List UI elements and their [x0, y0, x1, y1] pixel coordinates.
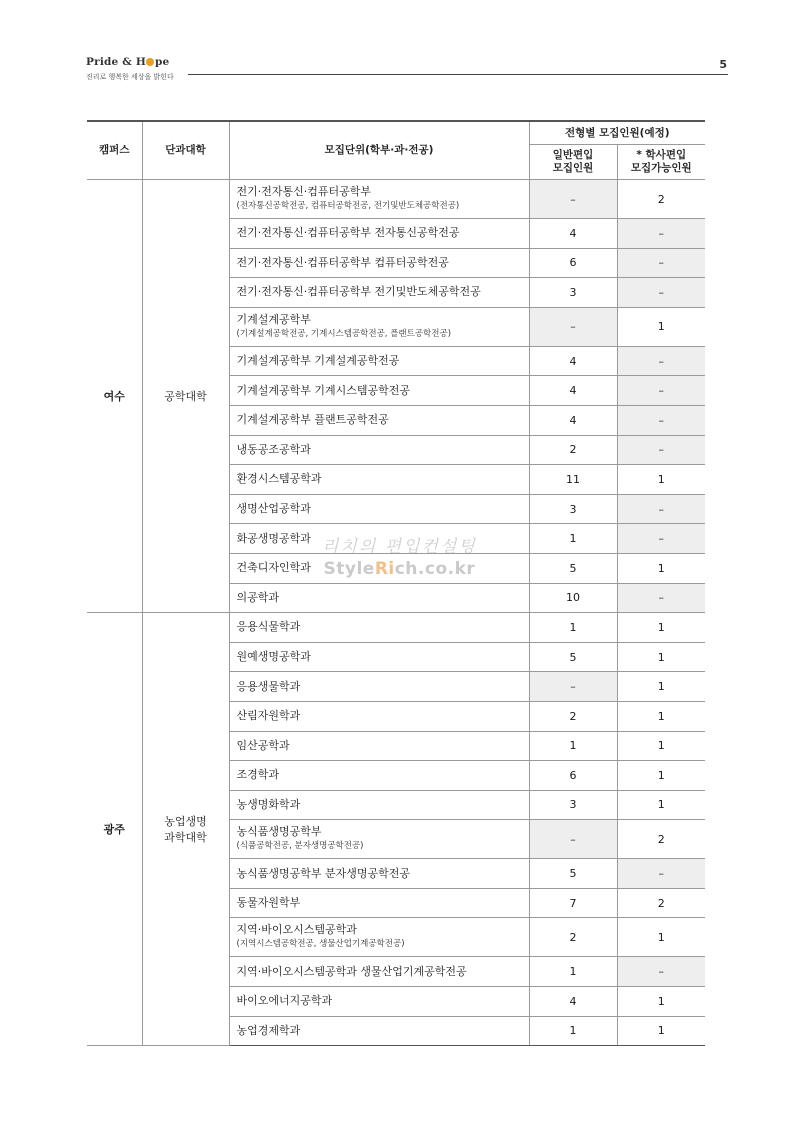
unit-name: 기계설계공학부 플랜트공학전공 — [236, 413, 389, 427]
bachelor-count-cell: – — [617, 957, 705, 987]
unit-name: 전기·전자통신·컴퓨터공학부 컴퓨터공학전공 — [236, 255, 449, 269]
bachelor-count-cell: 1 — [617, 987, 705, 1017]
general-count-cell: 2 — [529, 701, 617, 731]
bachelor-count-cell: 1 — [617, 731, 705, 761]
bachelor-count-cell: – — [617, 346, 705, 376]
unit-name: 생명산업공학과 — [236, 502, 311, 516]
bachelor-count-cell: 1 — [617, 553, 705, 583]
general-count-cell: 1 — [529, 524, 617, 554]
bachelor-count-cell: – — [617, 435, 705, 465]
bachelor-count-cell: – — [617, 524, 705, 554]
unit-cell — [229, 987, 529, 1017]
unit-cell — [229, 180, 529, 219]
table-row — [87, 613, 705, 643]
unit-name: 의공학과 — [236, 590, 280, 604]
header-rule — [188, 74, 728, 75]
bachelor-count-cell: 1 — [617, 761, 705, 791]
general-count-cell: – — [529, 672, 617, 702]
unit-name: 지역·바이오시스템공학과 — [236, 923, 357, 937]
unit-name: 지역·바이오시스템공학과 생물산업기계공학전공 — [236, 964, 467, 978]
unit-name: 산림자원학과 — [236, 709, 301, 723]
bachelor-count-cell: 1 — [617, 918, 705, 957]
unit-cell — [229, 642, 529, 672]
general-count-cell: 3 — [529, 494, 617, 524]
unit-cell — [229, 494, 529, 524]
general-count-cell: 1 — [529, 731, 617, 761]
bachelor-count-cell: – — [617, 583, 705, 613]
unit-cell — [229, 888, 529, 918]
general-count-cell: 5 — [529, 642, 617, 672]
unit-cell — [229, 957, 529, 987]
unit-name: 응용생물학과 — [236, 679, 301, 693]
general-count-cell: 1 — [529, 957, 617, 987]
brand-name: Pride & H pe — [86, 56, 170, 68]
general-count-cell: – — [529, 307, 617, 346]
unit-cell — [229, 701, 529, 731]
unit-name: 냉동공조공학과 — [236, 442, 311, 456]
bachelor-count-cell: 1 — [617, 1016, 705, 1046]
general-count-cell: 5 — [529, 859, 617, 889]
unit-name: 농식품생명공학부 — [236, 825, 322, 839]
unit-name: 임산공학과 — [236, 738, 290, 752]
unit-cell — [229, 790, 529, 820]
unit-name: 전기·전자통신·컴퓨터공학부 전자통신공학전공 — [236, 226, 460, 240]
general-count-cell: – — [529, 180, 617, 219]
bachelor-count-cell: – — [617, 278, 705, 308]
campus-cell: 여수 — [87, 180, 142, 613]
general-count-cell: 2 — [529, 918, 617, 957]
unit-cell — [229, 820, 529, 859]
general-count-cell: 6 — [529, 761, 617, 791]
unit-cell — [229, 278, 529, 308]
bachelor-count-cell: 1 — [617, 613, 705, 643]
unit-cell — [229, 1016, 529, 1046]
unit-name: 농생명화학과 — [236, 797, 301, 811]
unit-name: 원예생명공학과 — [236, 650, 311, 664]
unit-cell — [229, 219, 529, 249]
bachelor-count-cell: 1 — [617, 307, 705, 346]
general-count-cell: 6 — [529, 248, 617, 278]
general-count-cell: 4 — [529, 376, 617, 406]
watermark-text: 리치의 편입컨설팅 — [322, 537, 477, 557]
unit-cell — [229, 918, 529, 957]
unit-cell — [229, 859, 529, 889]
bachelor-count-cell: 2 — [617, 888, 705, 918]
header-bachelor: * 학사편입 모집가능인원 — [617, 145, 705, 180]
unit-cell — [229, 672, 529, 702]
brand-tagline: 진리로 행복한 세상을 밝힌다 — [86, 73, 174, 81]
general-count-cell: 3 — [529, 790, 617, 820]
unit-name: 기계설계공학부 기계설계공학전공 — [236, 354, 400, 368]
recruitment-table — [87, 120, 705, 1046]
unit-cell — [229, 613, 529, 643]
brand-logo — [86, 56, 174, 82]
general-count-cell: 11 — [529, 465, 617, 495]
watermark-url: StyleRich.co.kr — [323, 559, 476, 579]
bachelor-count-cell: – — [617, 405, 705, 435]
unit-majors: (전자통신공학전공, 컴퓨터공학전공, 전기및반도체공학전공) — [236, 201, 460, 211]
general-count-cell: 4 — [529, 405, 617, 435]
bachelor-count-cell: – — [617, 859, 705, 889]
unit-name: 조경학과 — [236, 768, 280, 782]
header-unit: 모집단위(학부·과·전공) — [229, 121, 529, 180]
unit-majors: (기계설계공학전공, 기계시스템공학전공, 플랜트공학전공) — [236, 328, 452, 339]
general-count-cell: 1 — [529, 1016, 617, 1046]
college-cell: 공학대학 — [142, 180, 229, 613]
general-count-cell: 4 — [529, 987, 617, 1017]
bachelor-count-cell: 1 — [617, 465, 705, 495]
unit-name: 건축디자인학과 — [236, 561, 311, 575]
general-count-cell: 4 — [529, 346, 617, 376]
unit-name: 기계설계공학부 — [236, 312, 311, 326]
general-count-cell: 3 — [529, 278, 617, 308]
bachelor-count-cell: 1 — [617, 701, 705, 731]
unit-majors: (식품공학전공, 분자생명공학전공) — [236, 841, 364, 852]
unit-cell — [229, 248, 529, 278]
unit-cell — [229, 761, 529, 791]
unit-name: 바이오에너지공학과 — [236, 994, 333, 1008]
unit-name: 전기·전자통신·컴퓨터공학부 — [236, 185, 372, 198]
bachelor-count-cell: – — [617, 219, 705, 249]
unit-cell — [229, 405, 529, 435]
general-count-cell: 7 — [529, 888, 617, 918]
bachelor-count-cell: 1 — [617, 790, 705, 820]
bachelor-count-cell: 1 — [617, 672, 705, 702]
college-cell: 농업생명 과학대학 — [142, 613, 229, 1046]
unit-name: 동물자원학부 — [236, 896, 301, 910]
bachelor-count-cell: 2 — [617, 820, 705, 859]
unit-name: 응용식물학과 — [236, 620, 301, 634]
general-count-cell: 10 — [529, 583, 617, 613]
bachelor-count-cell: – — [617, 494, 705, 524]
table-body — [87, 180, 705, 1046]
general-count-cell: 4 — [529, 219, 617, 249]
unit-cell — [229, 731, 529, 761]
unit-name: 기계설계공학부 기계시스템공학전공 — [236, 383, 411, 397]
unit-name: 환경시스템공학과 — [236, 472, 322, 486]
unit-majors: (지역시스템공학전공, 생물산업기계공학전공) — [236, 939, 405, 950]
bachelor-count-cell: 1 — [617, 642, 705, 672]
general-count-cell: 5 — [529, 553, 617, 583]
unit-cell — [229, 346, 529, 376]
unit-cell — [229, 465, 529, 495]
general-count-cell: 1 — [529, 613, 617, 643]
unit-cell — [229, 553, 529, 583]
bachelor-count-cell: – — [617, 376, 705, 406]
table-row — [87, 180, 705, 219]
campus-cell: 광주 — [87, 613, 142, 1046]
bachelor-count-cell: – — [617, 248, 705, 278]
unit-cell — [229, 583, 529, 613]
brand-dot-icon — [146, 58, 154, 66]
unit-name: 농업경제학과 — [236, 1023, 301, 1037]
unit-name: 전기·전자통신·컴퓨터공학부 전기및반도체공학전공 — [236, 285, 481, 299]
unit-cell — [229, 376, 529, 406]
header-college: 단과대학 — [142, 121, 229, 180]
unit-cell — [229, 435, 529, 465]
unit-name: 화공생명공학과 — [236, 531, 311, 545]
page-number: 5 — [719, 58, 727, 71]
unit-cell — [229, 307, 529, 346]
header-campus: 캠퍼스 — [87, 121, 142, 180]
general-count-cell: 2 — [529, 435, 617, 465]
header-group: 전형별 모집인원(예정) — [529, 121, 705, 145]
bachelor-count-cell: 2 — [617, 180, 705, 219]
general-count-cell: – — [529, 820, 617, 859]
unit-name: 농식품생명공학부 분자생명공학전공 — [236, 866, 411, 880]
unit-cell — [229, 524, 529, 554]
header-general: 일반편입 모집인원 — [529, 145, 617, 180]
